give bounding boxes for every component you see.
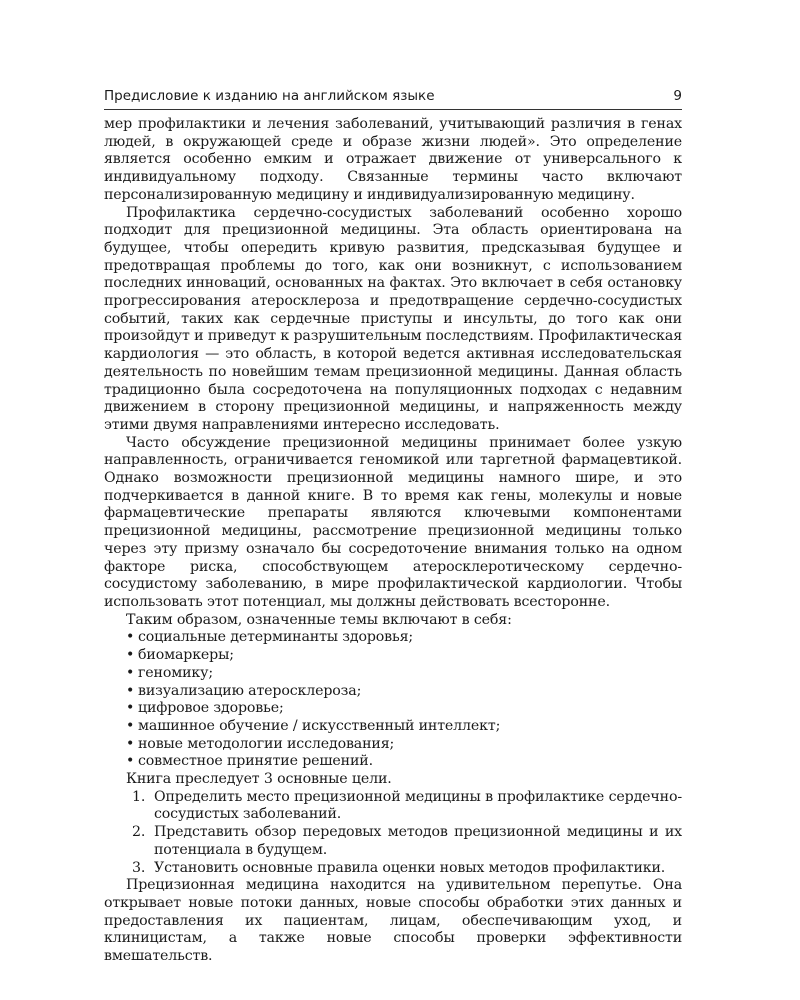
list-item: • биомаркеры; <box>126 647 682 665</box>
list-item <box>104 824 682 859</box>
list-item-text: Представить обзор передовых методов прецизионной медицины и их потенциала в будущем. <box>154 824 682 858</box>
book-page <box>104 88 682 966</box>
list-item-text: Определить место прецизионной медицины в профилактике сердечно-сосудистых заболеваний. <box>154 788 682 823</box>
paragraph: Таким образом, означенные темы включают в себя: <box>126 611 512 628</box>
list-item: • новые методологии исследования; <box>126 736 682 754</box>
list-item: • машинное обучение / искусственный интеллект; <box>126 718 682 736</box>
paragraph: Книга преследует 3 основные цели. <box>126 771 392 788</box>
paragraph: Часто обсуждение прецизионной медицины принимает более узкую направленность, ограничивается геномикой или таргетной фармацевтикой. Однако возможности прецизионной медицины намного шире, и это подчеркивается в данной книге. В то время как гены, молекулы и новые фармацевтические препараты являются ключевыми компонентами прецизионной медицины, рассмотрение прецизионной медицины только через эту призму означало бы сосредоточение внимания только на одном факторе риска, способствующем атеросклеротическому сердечно-сосудистому заболеванию, в мире профилактической кардиологии. Чтобы использовать этот потенциал, мы должны действовать всесторонне. <box>104 434 682 610</box>
topics-list <box>104 629 682 771</box>
goals-list <box>104 789 682 878</box>
list-item: • геномику; <box>126 665 682 683</box>
page-number: 9 <box>673 88 682 104</box>
paragraph: Профилактика сердечно-сосудистых заболеваний особенно хорошо подходит для прецизионной медицины. Эта область ориентирована на будущее, чтобы опередить кривую развития, предсказывая будущее и предотвращая проблемы до того, как они возникнут, с использованием последних инноваций, основанных на фактах. Это включает в себя остановку прогрессирования атеросклероза и предотвращение сердечно-сосудистых событий, таких как сердечные приступы и инсульты, до того как они произойдут и приведут к разрушительным последствиям. Профилактическая кардиология — это область, в которой ведется активная исследовательская деятельность по новейшим темам прецизионной медицины. Данная область традиционно была сосредоточена на популяционных подходах с недавним движением в сторону прецизионной медицины, и напряженность между этими двумя направлениями интересно исследовать. <box>104 204 682 433</box>
running-head-title: Предисловие к изданию на английском языке <box>104 88 435 104</box>
paragraph: Прецизионная медицина находится на удивительном перепутье. Она открывает новые потоки данных, новые способы обработки этих данных и предоставления их пациентам, лицам, обеспечивающим уход, и клиницистам, а также новые способы проверки эффективности вмешательств. <box>104 877 682 965</box>
list-item <box>104 860 682 878</box>
list-number: 1. <box>132 788 146 805</box>
list-item: • совместное принятие решений. <box>126 753 682 771</box>
list-item <box>104 789 682 824</box>
list-item: • цифровое здоровье; <box>126 700 682 718</box>
list-item: • социальные детерминанты здоровья; <box>126 629 682 647</box>
list-item: • визуализацию атеросклероза; <box>126 683 682 701</box>
running-head <box>104 88 682 110</box>
list-item-text: Установить основные правила оценки новых методов профилактики. <box>154 859 666 876</box>
body-text <box>104 116 682 966</box>
list-number: 3. <box>132 859 146 876</box>
paragraph: мер профилактики и лечения заболеваний, учитывающий различия в генах людей, в окружающей среде и образе жизни людей». Это определение является особенно емким и отражает движение от универсального к индивидуальному подходу. Связанные термины часто включают персонализированную медицину и индивидуализированную медицину. <box>104 116 682 203</box>
list-number: 2. <box>132 824 146 841</box>
